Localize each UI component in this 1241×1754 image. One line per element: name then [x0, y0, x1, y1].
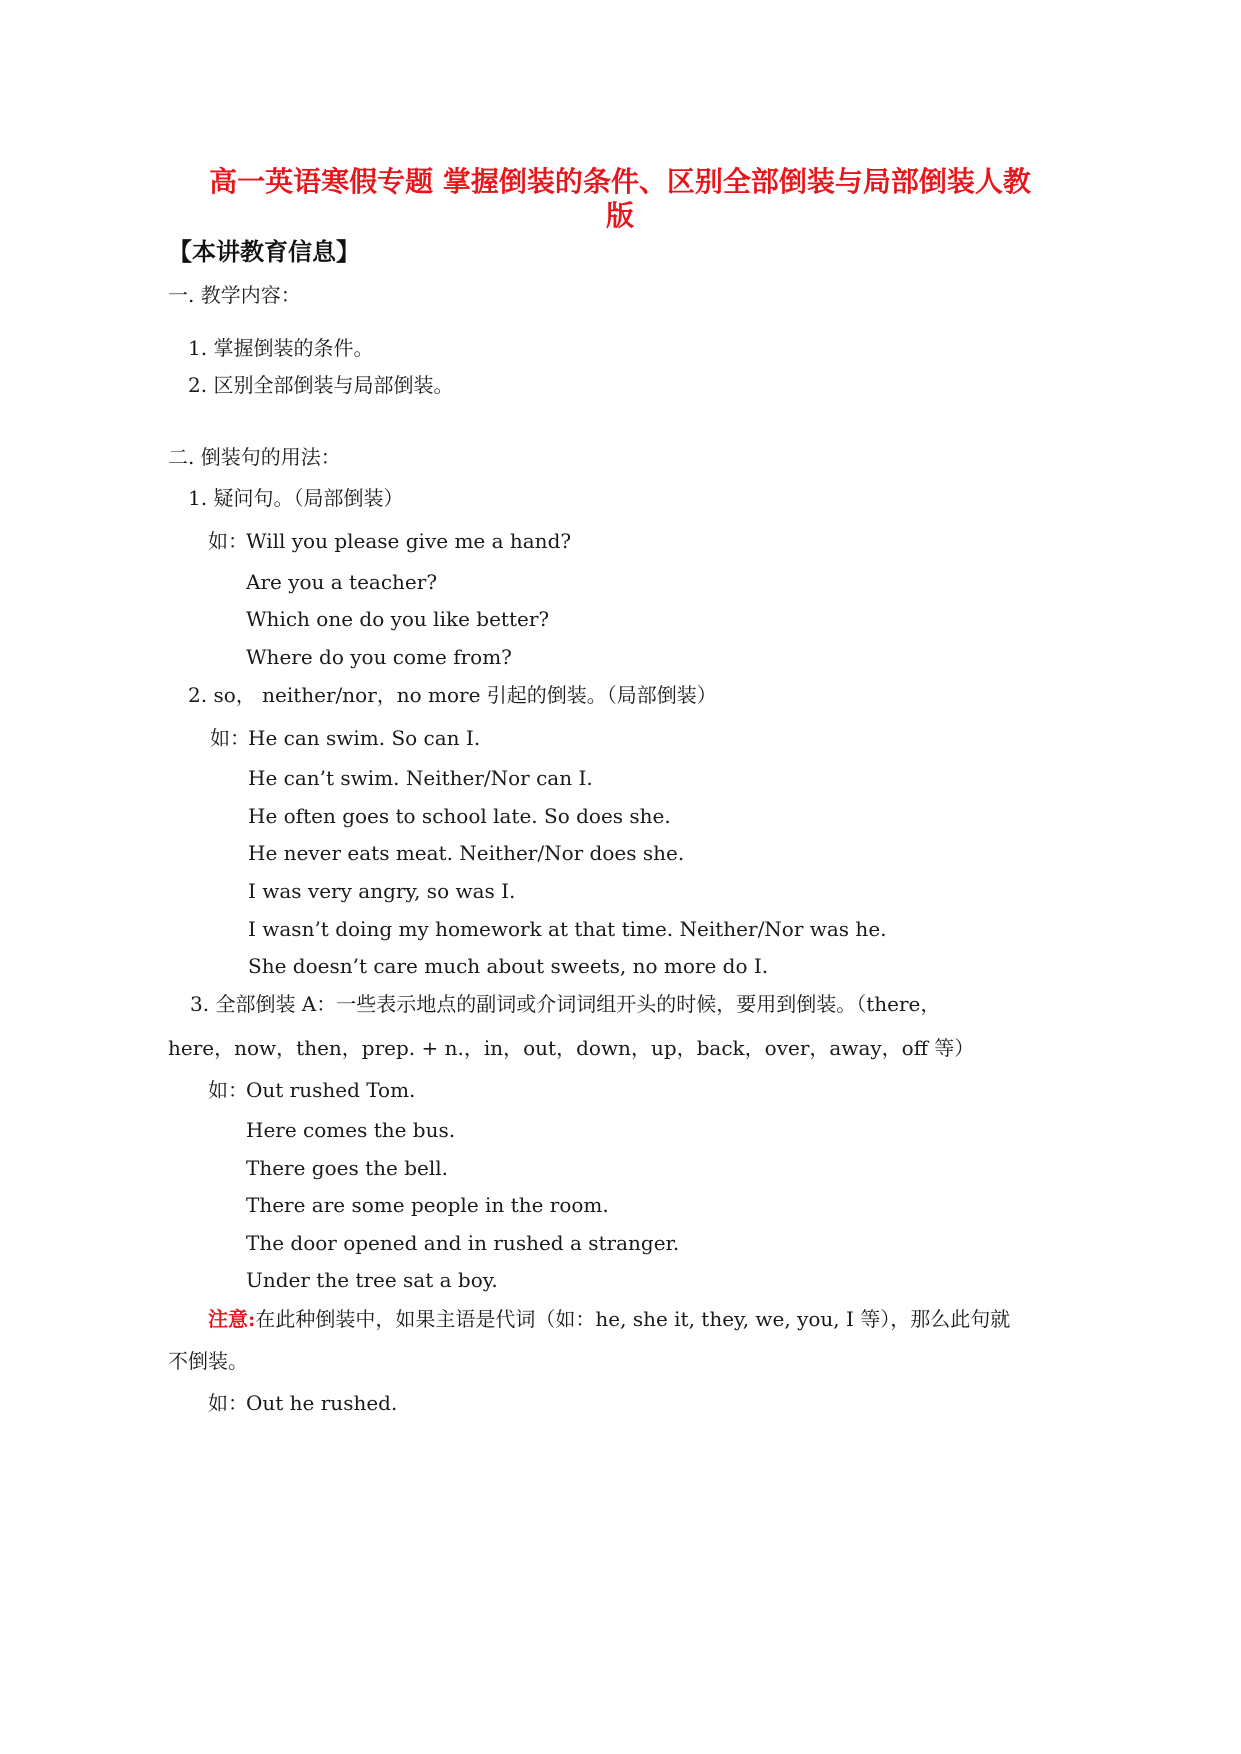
point2-example-7: She doesn’t care much about sweets, no more do I. [248, 954, 769, 978]
point3-label-line1: 3. 全部倒装 A：一些表示地点的副词或介词词组开头的时候，要用到倒装。（there， [190, 992, 941, 1016]
note-line1 [208, 1305, 1010, 1333]
point1-example-2: Are you a teacher? [246, 570, 438, 594]
section2-heading: 二. 倒装句的用法： [168, 445, 341, 469]
point2-example-5: I was very angry, so was I. [248, 879, 516, 903]
point3-example-4: There are some people in the room. [246, 1193, 609, 1217]
note-label: 注意: [208, 1307, 256, 1331]
point2-example-2: He can’t swim. Neither/Nor can I. [248, 766, 593, 790]
point3-example-3: There goes the bell. [246, 1156, 449, 1180]
point3-example-5: The door opened and in rushed a stranger. [246, 1231, 680, 1255]
point2-example-6: I wasn’t doing my homework at that time. Neither/Nor was he. [248, 917, 887, 941]
section1-item-1: 1. 掌握倒装的条件。 [188, 336, 374, 360]
point1-example-1: Will you please give me a hand? [246, 529, 572, 553]
point3-prefix: 如： [208, 1078, 248, 1102]
point2-label: 2. so， neither/nor，no more 引起的倒装。（局部倒装） [188, 683, 717, 707]
note-text-line1: 在此种倒装中，如果主语是代词（如：he, she it, they, we, you, I 等），那么此句就 [255, 1307, 1011, 1331]
point1-label: 1. 疑问句。（局部倒装） [188, 486, 404, 510]
point1-example-3: Which one do you like better? [246, 607, 550, 631]
section1-heading: 一. 教学内容： [168, 283, 301, 307]
point2-example-4: He never eats meat. Neither/Nor does she. [248, 841, 685, 865]
note-text-line2: 不倒装。 [168, 1349, 248, 1373]
point2-example-1: He can swim. So can I. [248, 726, 481, 750]
note-prefix: 如： [208, 1391, 248, 1415]
point2-prefix: 如： [210, 726, 250, 750]
point3-example-6: Under the tree sat a boy. [246, 1268, 498, 1292]
point1-prefix: 如： [208, 529, 248, 553]
section1-item-2: 2. 区别全部倒装与局部倒装。 [188, 373, 454, 397]
point2-example-3: He often goes to school late. So does she. [248, 804, 671, 828]
point3-example-1: Out rushed Tom. [246, 1078, 416, 1102]
point1-example-4: Where do you come from? [246, 645, 512, 669]
point3-example-2: Here comes the bus. [246, 1118, 456, 1142]
note-example: Out he rushed. [246, 1391, 398, 1415]
document-title-line1: 高一英语寒假专题 掌握倒装的条件、区别全部倒装与局部倒装人教 [209, 165, 1031, 198]
point3-label-line2: here，now，then，prep. + n.，in，out，down，up，back，over，away，off 等） [168, 1036, 975, 1060]
info-heading: 【本讲教育信息】 [168, 237, 360, 266]
document-title-line2: 版 [605, 199, 634, 232]
